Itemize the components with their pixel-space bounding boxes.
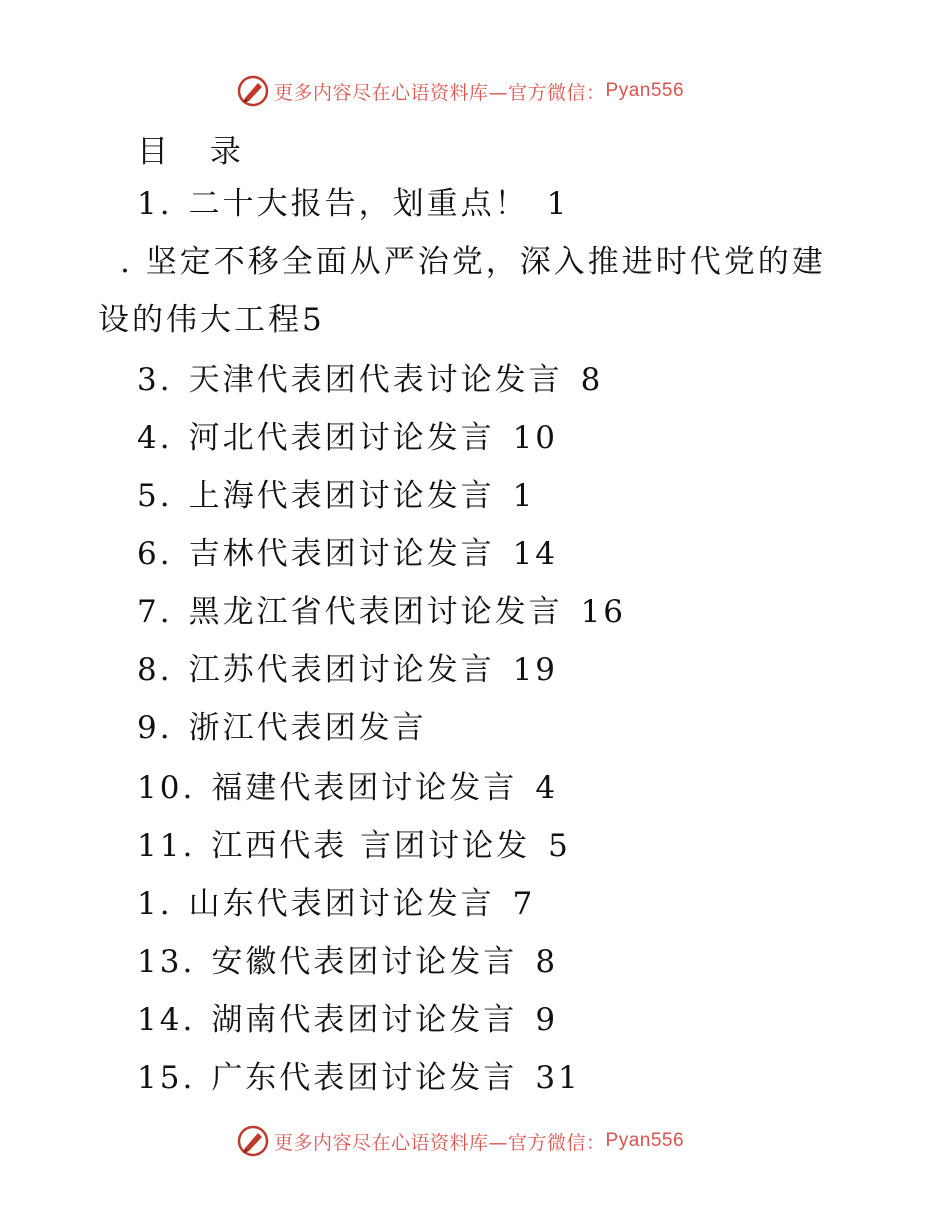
toc-item <box>137 184 569 224</box>
toc-item-text: 安徽代表团讨论发言 <box>211 944 518 980</box>
toc-item-number: 13. <box>137 944 196 980</box>
toc-item-page: 10 <box>512 420 559 456</box>
toc-item-text: 吉林代表团讨论发言 <box>188 536 495 572</box>
toc-item-number: 9. <box>137 710 173 746</box>
toc-item-line1: . 坚定不移全面从严治党，深入推进时代党的建 <box>120 244 826 280</box>
toc-item-page: 8 <box>580 362 604 398</box>
toc-item-text: 河北代表团讨论发言 <box>188 420 495 456</box>
toc-item-text: 江西代表 言团讨论发 <box>211 828 531 864</box>
pen-logo-icon <box>236 74 270 108</box>
toc-item <box>137 1058 581 1098</box>
toc-item-text: 二十大报告，划重点！ <box>188 186 529 222</box>
toc-item-text: 天津代表团代表讨论发言 <box>188 362 563 398</box>
toc-item-number: 11. <box>137 828 196 864</box>
toc-item-number: 6. <box>137 536 173 572</box>
header-watermark <box>236 74 684 108</box>
toc-item-text: 湖南代表团讨论发言 <box>211 1002 518 1038</box>
toc-item-page: 1 <box>512 478 536 514</box>
toc-title: 目 录 <box>137 134 257 170</box>
toc-item-page: 1 <box>546 186 570 222</box>
toc-item-page: 5 <box>548 828 571 864</box>
watermark-text: 更多内容尽在心语资料库—官方微信： <box>274 1131 606 1154</box>
toc-item <box>137 650 558 690</box>
toc-item-page: 4 <box>535 770 559 806</box>
toc-item-text: 黑龙江省代表团讨论发言 <box>188 594 563 630</box>
toc-item <box>137 826 571 866</box>
toc-item <box>137 942 558 982</box>
toc-item <box>137 534 558 574</box>
toc-item-page: 19 <box>512 652 559 688</box>
toc-item-text: 设的伟大工程 <box>98 302 302 338</box>
toc-item-text: 广东代表团讨论发言 <box>211 1060 518 1096</box>
toc-item-number: 4. <box>137 420 173 456</box>
toc-item-number: 3. <box>137 362 173 398</box>
toc-item-number: 8. <box>137 652 173 688</box>
toc-item-page: 16 <box>580 594 627 630</box>
toc-item-text: 上海代表团讨论发言 <box>188 478 495 514</box>
toc-item-page: 9 <box>535 1002 559 1038</box>
toc-item-text: 福建代表团讨论发言 <box>211 770 518 806</box>
toc-item <box>137 1000 558 1040</box>
toc-item-number: 1. <box>137 886 173 922</box>
toc-item-page: 31 <box>535 1060 581 1096</box>
toc-item <box>137 360 603 400</box>
toc-item-page: 7 <box>512 886 536 922</box>
pen-logo-icon <box>236 1124 270 1158</box>
toc-item <box>137 592 626 632</box>
toc-item <box>98 300 325 340</box>
toc-item-number: 5. <box>137 478 173 514</box>
toc-item-number: 10. <box>137 770 196 806</box>
toc-item-number: 14. <box>137 1002 196 1038</box>
toc-item-number: 15. <box>137 1060 196 1096</box>
toc-item <box>137 476 535 516</box>
watermark-text: 更多内容尽在心语资料库—官方微信： <box>274 81 606 104</box>
toc-item <box>137 768 558 808</box>
footer-watermark <box>236 1124 684 1158</box>
toc-item <box>137 884 535 924</box>
toc-item-number: 1. <box>137 186 173 222</box>
toc-item-text: 江苏代表团讨论发言 <box>188 652 495 688</box>
toc-item <box>137 708 445 748</box>
watermark-handle: Pyan556 <box>605 80 685 101</box>
toc-item-page: 5 <box>302 302 325 338</box>
toc-item-text: 山东代表团讨论发言 <box>188 886 495 922</box>
toc-item-number: 7. <box>137 594 173 630</box>
toc-item <box>137 418 558 458</box>
toc-item-page: 14 <box>512 536 559 572</box>
toc-item-page: 8 <box>535 944 559 980</box>
watermark-handle: Pyan556 <box>605 1130 685 1151</box>
toc-item-text: 浙江代表团发言 <box>188 710 427 746</box>
